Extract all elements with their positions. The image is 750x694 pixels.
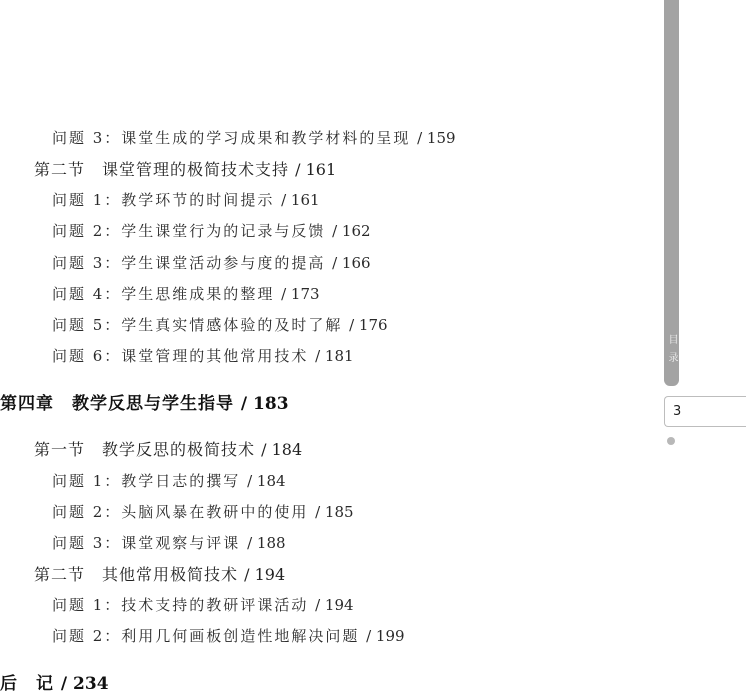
page-indicator-dot[interactable] <box>667 437 675 445</box>
toc-entry-page: / 183 <box>240 394 289 414</box>
toc-entry-title: 问题 1：技术支持的教研评课活动 <box>52 596 309 614</box>
toc-entry-page: / 184 <box>261 440 303 459</box>
toc-chapter-entry[interactable] <box>0 676 109 693</box>
toc-entry-page: / 199 <box>366 627 405 645</box>
toc-entry-title: 问题 4：学生思维成果的整理 <box>52 285 275 303</box>
toc-entry[interactable] <box>52 474 286 489</box>
toc-entry[interactable] <box>52 224 371 239</box>
toc-entry-page: / 159 <box>417 129 456 147</box>
toc-entry[interactable] <box>52 131 456 146</box>
toc-entry-title: 问题 2：学生课堂行为的记录与反馈 <box>52 222 326 240</box>
toc-entry-title: 第二节 其他常用极简技术 <box>34 565 239 584</box>
toc-entry[interactable] <box>52 598 354 613</box>
toc-entry[interactable] <box>34 442 302 458</box>
toc-entry-page: / 234 <box>60 674 109 694</box>
toc-entry[interactable] <box>52 318 388 333</box>
page-number-input[interactable] <box>664 396 746 427</box>
toc-entry-page: / 188 <box>247 534 286 552</box>
toc-entry-title: 后 记 <box>0 674 54 694</box>
toc-entry-page: / 161 <box>295 160 337 179</box>
toc-entry-title: 问题 3：学生课堂活动参与度的提高 <box>52 254 326 272</box>
toc-entry[interactable] <box>52 256 371 271</box>
toc-entry[interactable] <box>34 162 336 178</box>
toc-entry-page: / 173 <box>281 285 320 303</box>
toc-entry[interactable] <box>52 349 354 364</box>
toc-entry-page: / 162 <box>332 222 371 240</box>
toc-entry-title: 问题 6：课堂管理的其他常用技术 <box>52 347 309 365</box>
toc-entry[interactable] <box>34 567 285 583</box>
toc-entry[interactable] <box>52 629 405 644</box>
toc-entry-title: 问题 2：利用几何画板创造性地解决问题 <box>52 627 360 645</box>
toc-sidebar-label: 目录 <box>666 334 677 370</box>
toc-entry-title: 第四章 教学反思与学生指导 <box>0 394 234 414</box>
toc-entry[interactable] <box>52 536 286 551</box>
toc-chapter-entry[interactable] <box>0 396 289 413</box>
toc-entry-title: 问题 1：教学日志的撰写 <box>52 472 241 490</box>
toc-sidebar-tab[interactable] <box>664 0 679 386</box>
toc-entry-page: / 176 <box>349 316 388 334</box>
toc-entry-title: 问题 3：课堂生成的学习成果和教学材料的呈现 <box>52 129 411 147</box>
toc-entry-title: 第二节 课堂管理的极简技术支持 <box>34 160 290 179</box>
toc-entry-page: / 184 <box>247 472 286 490</box>
toc-entry-title: 问题 2：头脑风暴在教研中的使用 <box>52 503 309 521</box>
toc-entry-title: 问题 3：课堂观察与评课 <box>52 534 241 552</box>
toc-entry[interactable] <box>52 193 320 208</box>
toc-entry-page: / 194 <box>244 565 286 584</box>
toc-entry-title: 问题 5：学生真实情感体验的及时了解 <box>52 316 343 334</box>
toc-entry[interactable] <box>52 287 320 302</box>
toc-entry[interactable] <box>52 505 354 520</box>
toc-entry-page: / 194 <box>315 596 354 614</box>
toc-entry-page: / 166 <box>332 254 371 272</box>
toc-entry-page: / 181 <box>315 347 354 365</box>
toc-entry-title: 第一节 教学反思的极简技术 <box>34 440 256 459</box>
toc-entry-title: 问题 1：教学环节的时间提示 <box>52 191 275 209</box>
toc-entry-page: / 185 <box>315 503 354 521</box>
toc-entry-page: / 161 <box>281 191 320 209</box>
